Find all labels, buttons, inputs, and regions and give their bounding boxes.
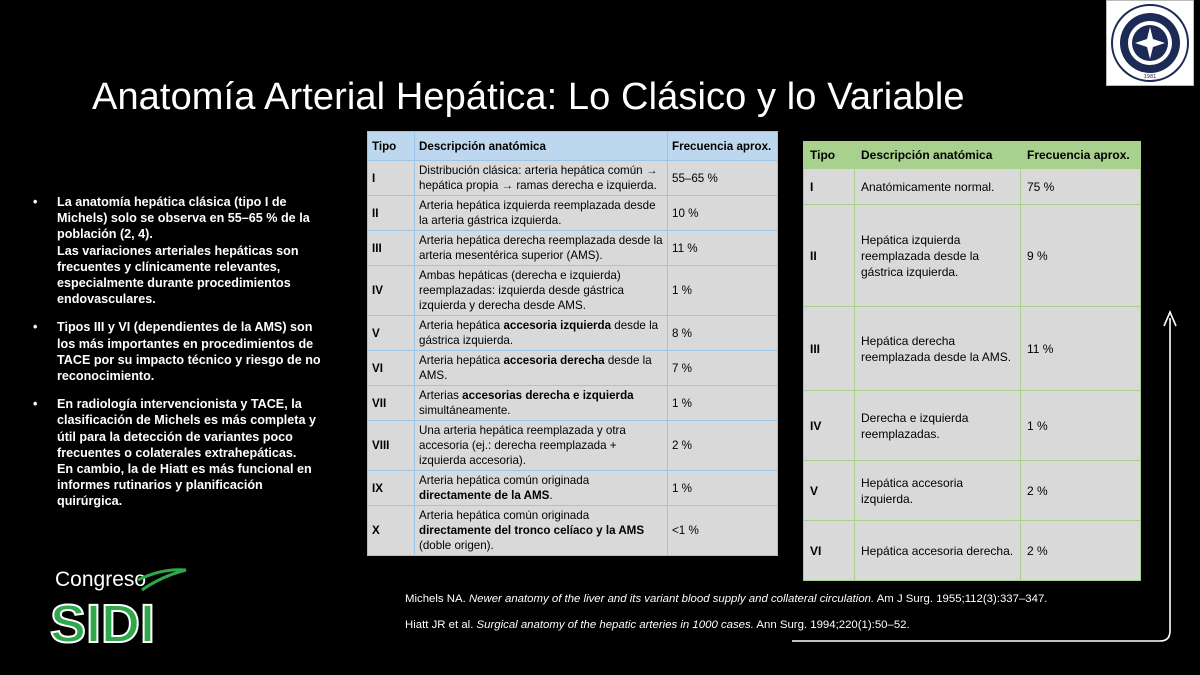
table-row [368,161,778,196]
description-cell: Ambas hepáticas (derecha e izquierda) reemplazadas: izquierda desde gástrica izquierda y derecha desde AMS. [415,266,668,316]
column-header: Frecuencia aprox. [668,132,778,161]
institution-seal-icon [1106,0,1194,86]
description-cell: Hepática derecha reemplazada desde la AMS. [855,307,1021,391]
table-row [804,205,1141,307]
tipo-cell: I [368,161,415,196]
frequency-cell: 9 % [1021,205,1141,307]
description-cell: Arteria hepática izquierda reemplazada desde la arteria gástrica izquierda. [415,196,668,231]
bullet-text: • Tipos III y VI (dependientes de la AMS) son los más importantes en procedimientos de TACE por su impacto técnico y riesgo de no reconocimiento. [57,320,321,384]
tipo-cell: VI [804,521,855,581]
tipo-cell: V [368,316,415,351]
frequency-cell: 75 % [1021,169,1141,205]
bullet-text: • La anatomía hepática clásica (tipo I de Michels) solo se observa en 55–65 % de la población (2, 4). [57,195,310,242]
tipo-cell: IV [368,266,415,316]
tipo-cell: I [804,169,855,205]
table-row [368,506,778,556]
bullet-item [33,319,323,384]
table-row [368,231,778,266]
bullet-item [33,396,323,509]
leaf-swoosh-icon [50,568,190,646]
column-header: Descripción anatómica [855,142,1021,169]
frequency-cell: 11 % [668,231,778,266]
frequency-cell: 11 % [1021,307,1141,391]
frequency-cell: 10 % [668,196,778,231]
tipo-cell: X [368,506,415,556]
congreso-sidi-logo [50,568,190,646]
slide-title: Anatomía Arterial Hepática: Lo Clásico y lo Variable [92,76,965,118]
table-row [368,196,778,231]
description-cell: Una arteria hepática reemplazada y otra accesoria (ej.: derecha reemplazada + izquierda accesoria). [415,421,668,471]
tipo-cell: VIII [368,421,415,471]
description-cell: Hepática accesoria derecha. [855,521,1021,581]
frequency-cell: 7 % [668,351,778,386]
logo-brand: SIDI [50,594,156,646]
tipo-cell: VII [368,386,415,421]
tipo-cell: III [368,231,415,266]
description-cell: Arteria hepática común originada directamente de la AMS. [415,471,668,506]
column-header: Tipo [368,132,415,161]
description-cell: Derecha e izquierda reemplazadas. [855,391,1021,461]
frequency-cell: 1 % [668,386,778,421]
description-cell: Hepática izquierda reemplazada desde la gástrica izquierda. [855,205,1021,307]
table-row [368,386,778,421]
description-cell: Arterias accesorias derecha e izquierda simultáneamente. [415,386,668,421]
description-cell: Distribución clásica: arteria hepática común → hepática propia → ramas derecha e izquierda. [415,161,668,196]
tipo-cell: IX [368,471,415,506]
table-row [804,521,1141,581]
frequency-cell: <1 % [668,506,778,556]
table-row [368,471,778,506]
table-row [804,461,1141,521]
table-row [368,266,778,316]
table-row [804,391,1141,461]
frequency-cell: 1 % [668,471,778,506]
tipo-cell: II [368,196,415,231]
logo-word: Congreso [55,568,147,591]
table-row [368,421,778,471]
frequency-cell: 2 % [1021,521,1141,581]
description-cell: Arteria hepática derecha reemplazada desde la arteria mesentérica superior (AMS). [415,231,668,266]
reference-item: Hiatt JR et al. Surgical anatomy of the hepatic arteries in 1000 cases. Ann Surg. 1994;220(1):50–52. [405,619,910,631]
table-row [804,307,1141,391]
frequency-cell: 2 % [1021,461,1141,521]
bullet-text: En cambio, la de Hiatt es más funcional en informes rutinarios y planificación quirúrgica. [57,462,312,509]
bullet-list [33,194,323,522]
description-cell: Arteria hepática común originada directamente del tronco celíaco y la AMS (doble origen). [415,506,668,556]
hiatt-table [803,141,1141,581]
description-cell: Hepática accesoria izquierda. [855,461,1021,521]
frequency-cell: 55–65 % [668,161,778,196]
table-row [368,351,778,386]
description-cell: Anatómicamente normal. [855,169,1021,205]
tipo-cell: V [804,461,855,521]
references [405,593,1047,631]
column-header: Tipo [804,142,855,169]
column-header: Frecuencia aprox. [1021,142,1141,169]
tipo-cell: VI [368,351,415,386]
bullet-item [33,194,323,307]
table-row [804,169,1141,205]
tipo-cell: II [804,205,855,307]
frequency-cell: 2 % [668,421,778,471]
seal-year: 1981 [1143,74,1157,80]
tipo-cell: III [804,307,855,391]
tipo-cell: IV [804,391,855,461]
description-cell: Arteria hepática accesoria derecha desde la AMS. [415,351,668,386]
frequency-cell: 8 % [668,316,778,351]
bullet-text: • En radiología intervencionista y TACE, la clasificación de Michels es más completa y útil para la detección de variantes poco frecuentes o colaterales extrahepáticas. [57,397,316,460]
bullet-text: Las variaciones arteriales hepáticas son frecuentes y clínicamente relevantes, especialmente durante procedimientos endovasculares. [57,243,299,307]
table-row [368,316,778,351]
column-header: Descripción anatómica [415,132,668,161]
michels-table [367,131,778,556]
frequency-cell: 1 % [1021,391,1141,461]
reference-item: Michels NA. Newer anatomy of the liver and its variant blood supply and collateral circulation. Am J Surg. 1955;112(3):337–347. [405,593,1048,605]
description-cell: Arteria hepática accesoria izquierda desde la gástrica izquierda. [415,316,668,351]
frequency-cell: 1 % [668,266,778,316]
